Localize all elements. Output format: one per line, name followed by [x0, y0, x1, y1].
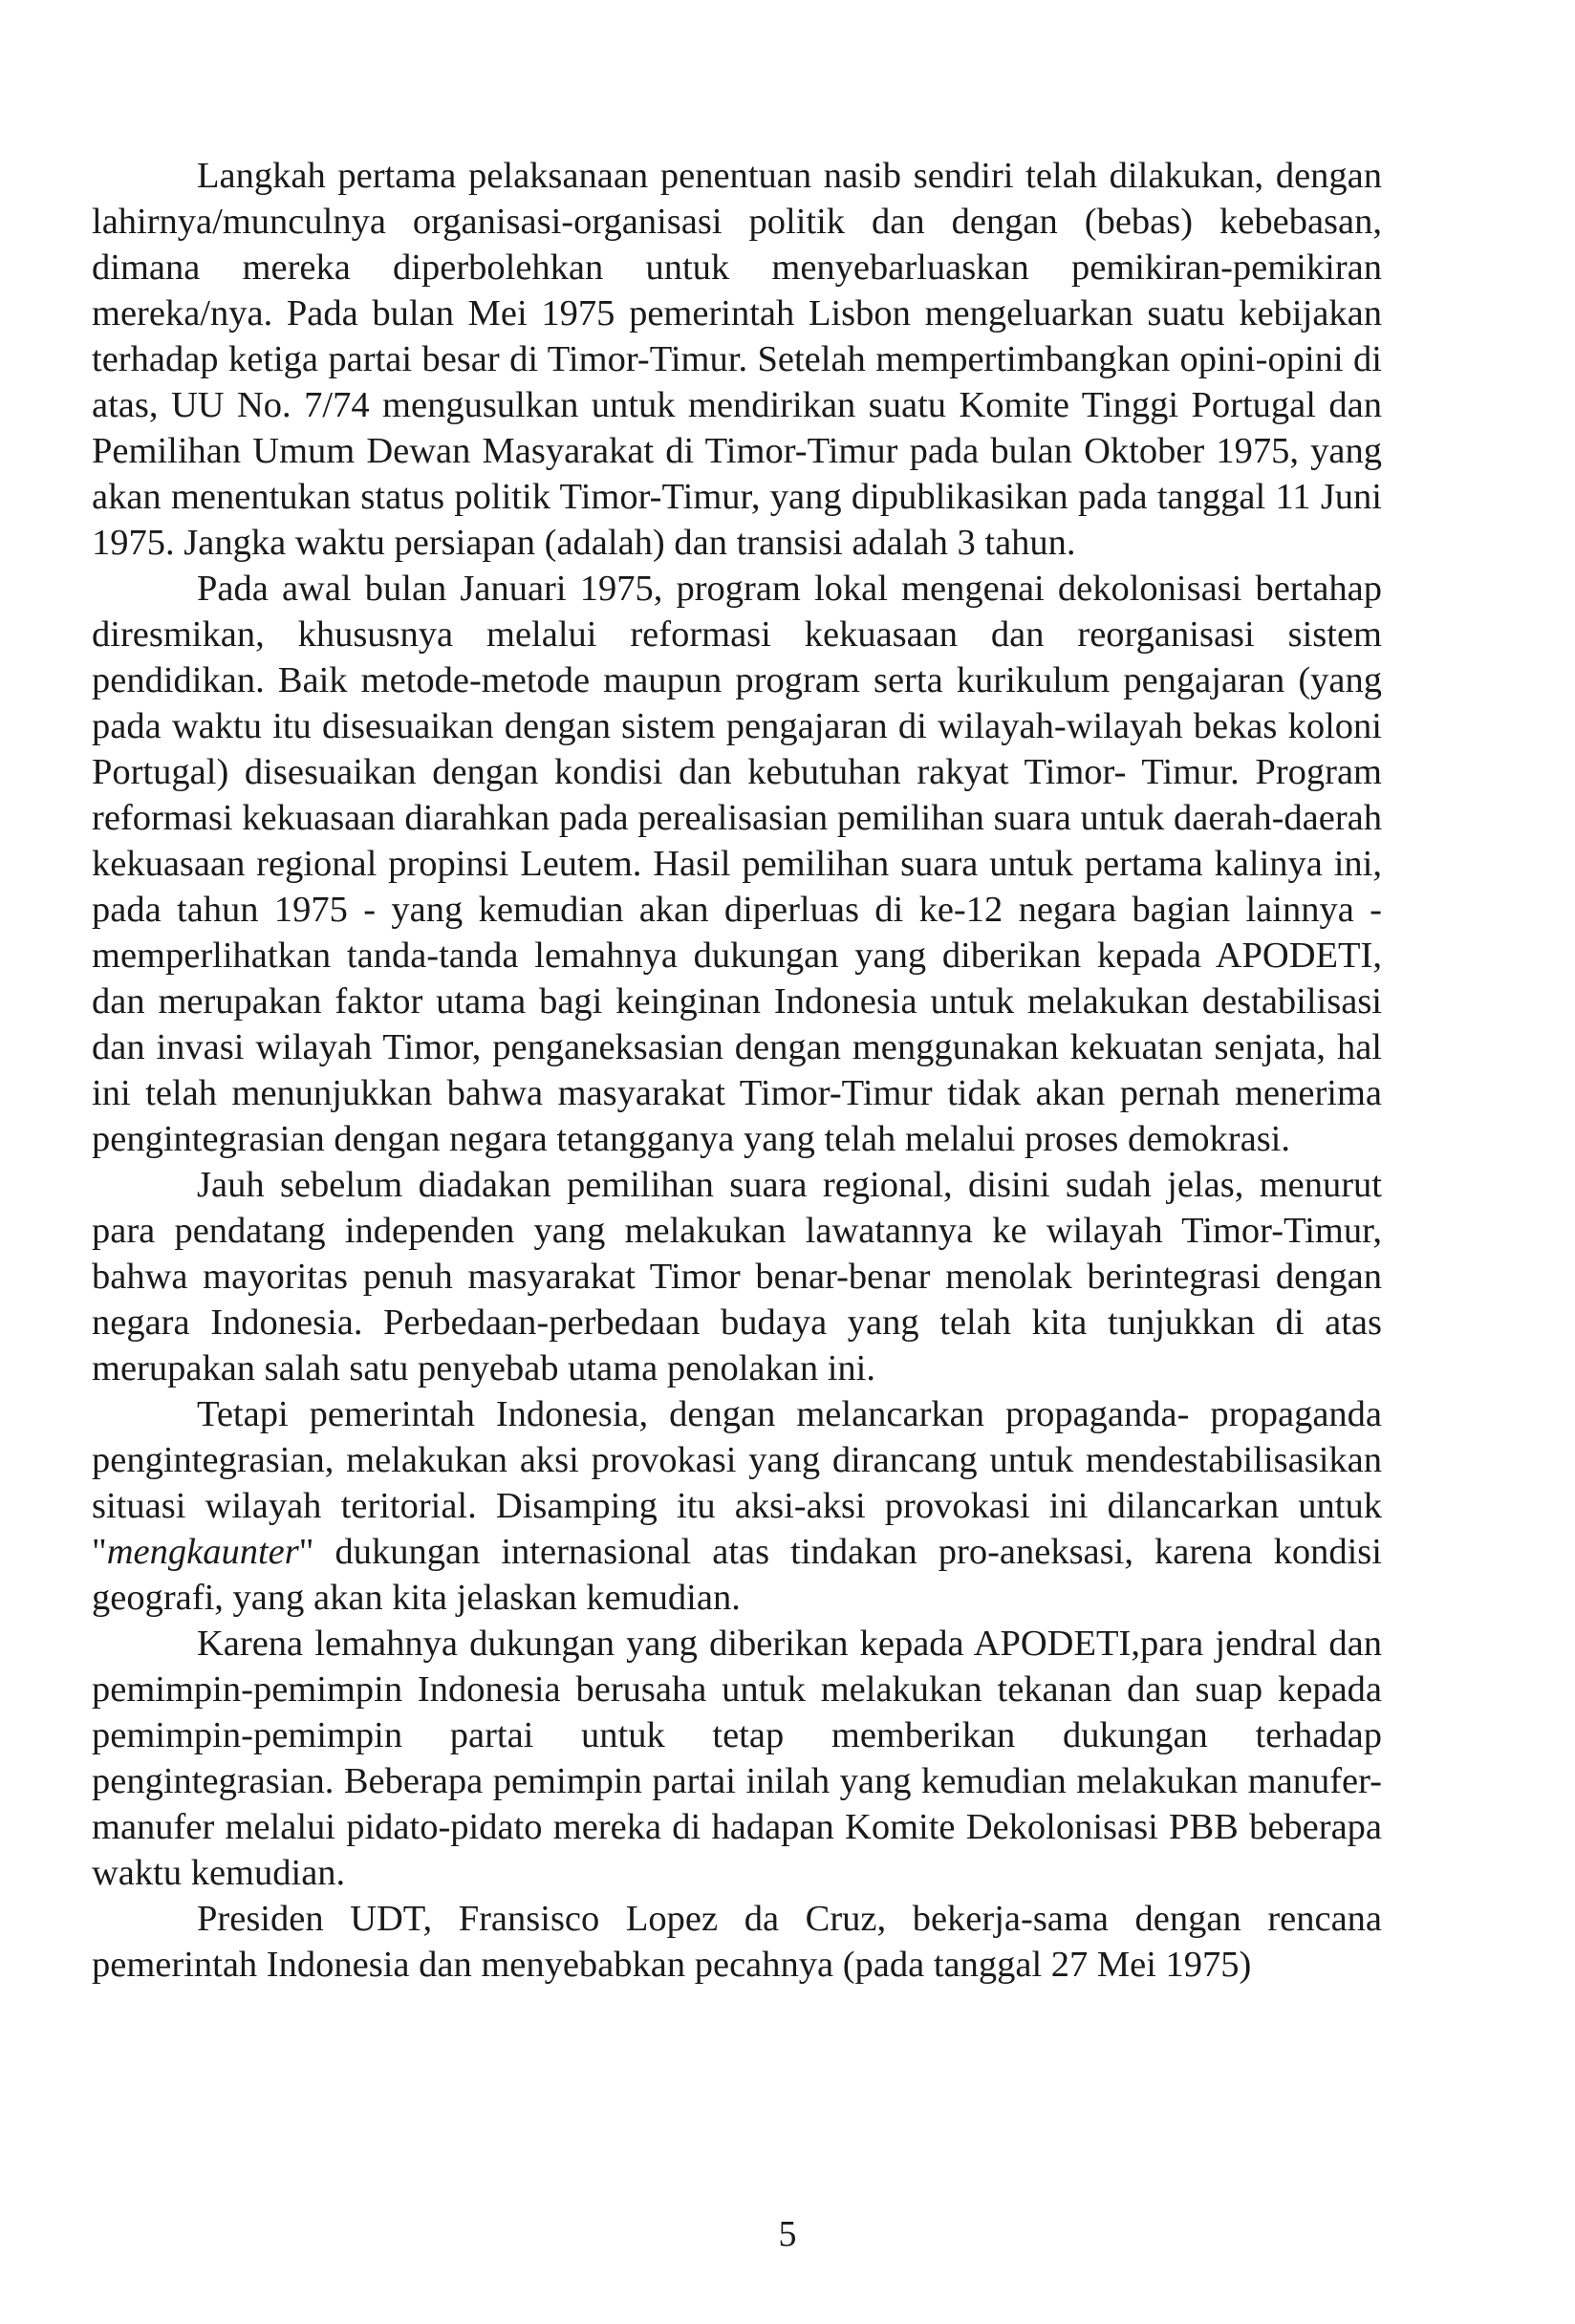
paragraph-4-text-end: " dukungan internasional atas tindakan pro-aneksasi, karena kondisi geografi, yang akan kita jelaskan kemudian.	[92, 1532, 1382, 1618]
paragraph-4	[92, 1391, 1382, 1621]
paragraph-4-italic-term: mengkaunter	[106, 1532, 299, 1572]
paragraph-5: Karena lemahnya dukungan yang diberikan kepada APODETI,para jendral dan pemimpin-pemimpin Indonesia berusaha untuk melakukan tekanan dan suap kepada pemimpin-pemimpin partai untuk tetap memberikan dukungan terhadap pengintegrasian. Beberapa pemimpin partai inilah yang kemudian melakukan manufer-manufer melalui pidato-pidato mereka di hadapan Komite Dekolonisasi PBB beberapa waktu kemudian.	[92, 1624, 1382, 1893]
page-number: 5	[778, 2214, 797, 2254]
paragraph-2: Pada awal bulan Januari 1975, program lokal mengenai dekolonisasi bertahap diresmikan, khususnya melalui reformasi kekuasaan dan reorganisasi sistem pendidikan. Baik metode-metode maupun program serta kurikulum pengajaran (yang pada waktu itu disesuaikan dengan sistem pengajaran di wilayah-wilayah bekas koloni Portugal) disesuaikan dengan kondisi dan kebutuhan rakyat Timor- Timur. Program reformasi kekuasaan diarahkan pada perealisasian pemilihan suara untuk daerah-daerah kekuasaan regional propinsi Leutem. Hasil pemilihan suara untuk pertama kalinya ini, pada tahun 1975 - yang kemudian akan diperluas di ke-12 negara bagian lainnya - memperlihatkan tanda-tanda lemahnya dukungan yang diberikan kepada APODETI, dan merupakan faktor utama bagi keinginan Indonesia untuk melakukan destabilisasi dan invasi wilayah Timor, penganeksasian dengan menggunakan kekuatan senjata, hal ini telah menunjukkan bahwa masyarakat Timor-Timur tidak akan pernah menerima pengintegrasian dengan negara tetangganya yang telah melalui proses demokrasi.	[92, 569, 1382, 1159]
paragraph-6: Presiden UDT, Fransisco Lopez da Cruz, bekerja-sama dengan rencana pemerintah Indonesia dan menyebabkan pecahnya (pada tanggal 27 Mei 1975)	[92, 1899, 1382, 1985]
document-page	[92, 153, 1382, 1988]
paragraph-1: Langkah pertama pelaksanaan penentuan nasib sendiri telah dilakukan, dengan lahirnya/munculnya organisasi-organisasi politik dan dengan (bebas) kebebasan, dimana mereka diperbolehkan untuk menyebarluaskan pemikiran-pemikiran mereka/nya. Pada bulan Mei 1975 pemerintah Lisbon mengeluarkan suatu kebijakan terhadap ketiga partai besar di Timor-Timur. Setelah mempertimbangkan opini-opini di atas, UU No. 7/74 mengusulkan untuk mendirikan suatu Komite Tinggi Portugal dan Pemilihan Umum Dewan Masyarakat di Timor-Timur pada bulan Oktober 1975, yang akan menentukan status politik Timor-Timur, yang dipublikasikan pada tanggal 11 Juni 1975. Jangka waktu persiapan (adalah) dan transisi adalah 3 tahun.	[92, 156, 1382, 563]
paragraph-3: Jauh sebelum diadakan pemilihan suara regional, disini sudah jelas, menurut para pendatang independen yang melakukan lawatannya ke wilayah Timor-Timur, bahwa mayoritas penuh masyarakat Timor benar-benar menolak berintegrasi dengan negara Indonesia. Perbedaan-perbedaan budaya yang telah kita tunjukkan di atas merupakan salah satu penyebab utama penolakan ini.	[92, 1165, 1382, 1388]
paragraph-4-text-start: Tetapi pemerintah Indonesia, dengan melancarkan propaganda- propaganda pengintegrasian, melakukan aksi provokasi yang dirancang untuk mendestabilisasikan situasi wilayah teritorial. Disamping itu aksi-aksi provokasi ini dilancarkan untuk "	[92, 1394, 1382, 1572]
